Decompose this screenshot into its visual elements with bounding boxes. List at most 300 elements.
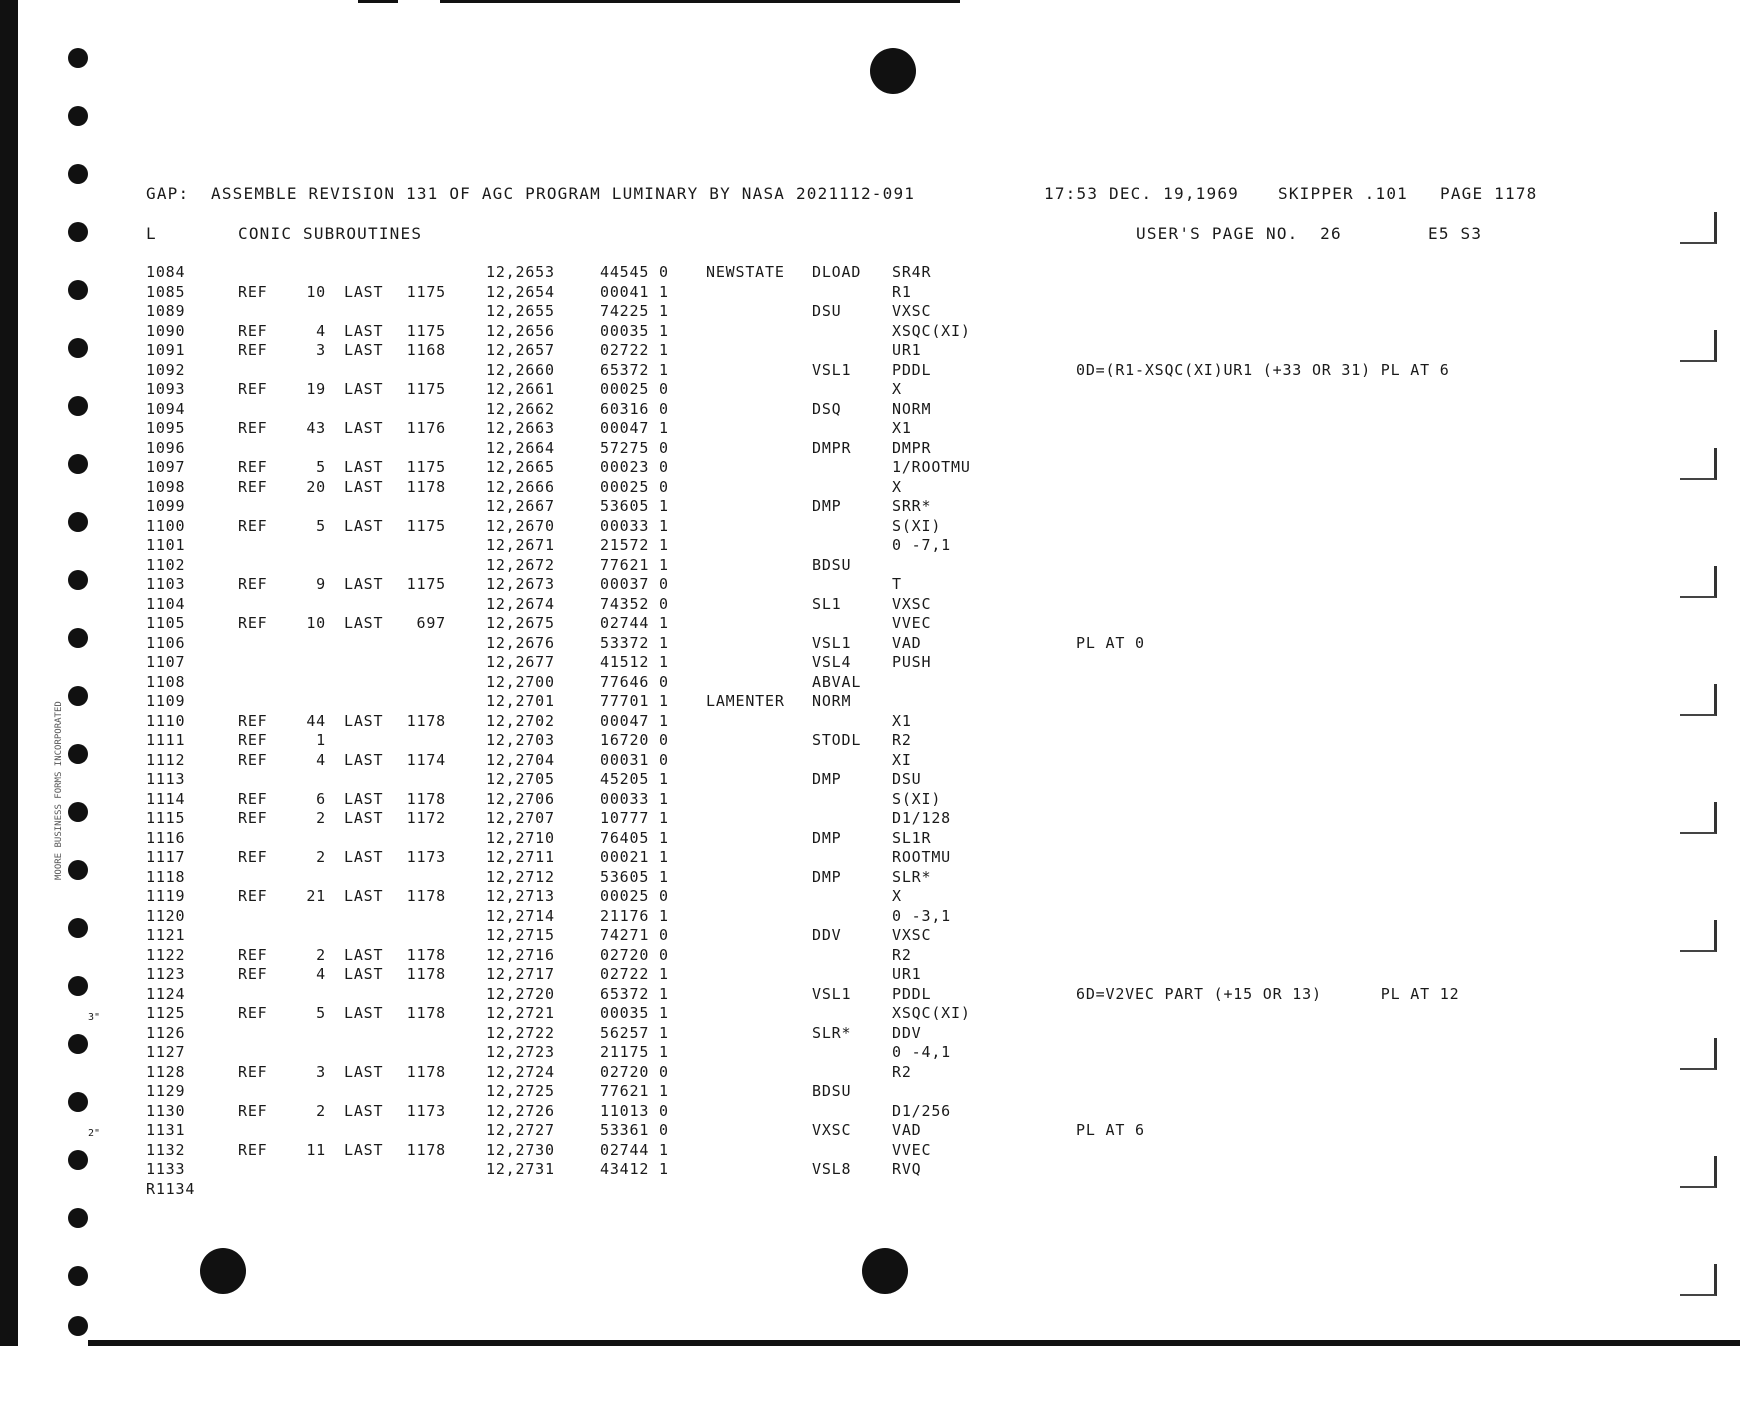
memory-address: 12,2713 xyxy=(486,887,555,905)
feed-hole xyxy=(68,570,88,590)
octal-word: 16720 0 xyxy=(600,731,669,749)
octal-word: 65372 1 xyxy=(600,360,669,379)
listing-row xyxy=(146,438,932,459)
opcode-2: 0 -4,1 xyxy=(892,1043,951,1061)
octal-word: 00041 1 xyxy=(600,282,669,301)
line-number: 1115 xyxy=(146,809,186,827)
last-keyword: LAST xyxy=(344,575,384,593)
ref-keyword: REF xyxy=(238,341,268,359)
listing-row xyxy=(146,789,942,810)
ref-keyword: REF xyxy=(238,575,268,593)
listing-row xyxy=(146,555,852,576)
listing-row xyxy=(146,633,1145,654)
ref-keyword: REF xyxy=(238,731,268,749)
memory-address: 12,2711 xyxy=(486,848,555,866)
octal-word: 02720 0 xyxy=(600,1062,669,1081)
ref-count: 2 xyxy=(316,945,326,964)
feed-hole xyxy=(68,454,88,474)
feed-hole xyxy=(68,1034,88,1054)
listing-row xyxy=(146,419,912,439)
opcode-2: UR1 xyxy=(892,341,922,359)
last-page: 1178 xyxy=(406,887,446,905)
top-rule-short xyxy=(358,0,398,3)
last-page: 1178 xyxy=(406,1140,446,1159)
line-number: 1096 xyxy=(146,438,186,457)
line-number: 1133 xyxy=(146,1160,186,1178)
octal-word: 77701 1 xyxy=(600,692,669,710)
last-page: 1175 xyxy=(406,458,446,476)
last-page: 1175 xyxy=(406,516,446,535)
symbol-label: LAMENTER xyxy=(706,692,785,710)
comment: PL AT 6 xyxy=(1076,1121,1145,1139)
last-keyword: LAST xyxy=(344,614,384,632)
binder-hole-bottom-center xyxy=(862,1248,908,1294)
listing-row xyxy=(146,302,932,322)
line-number: 1112 xyxy=(146,750,186,769)
feed-hole xyxy=(68,512,88,532)
opcode-2: PUSH xyxy=(892,653,932,671)
line-number: 1121 xyxy=(146,926,186,944)
opcode-2: DDV xyxy=(892,1023,922,1042)
opcode-2: PDDL xyxy=(892,984,932,1003)
binder-hole-bottom-left xyxy=(200,1248,246,1294)
listing-row xyxy=(146,1101,951,1122)
octal-word: 00023 0 xyxy=(600,458,669,476)
octal-word: 74352 0 xyxy=(600,594,669,613)
last-keyword: LAST xyxy=(344,1101,384,1120)
binder-hole-top xyxy=(870,48,916,94)
feed-hole xyxy=(68,628,88,648)
listing-row xyxy=(146,341,922,361)
line-number: 1132 xyxy=(146,1140,186,1159)
octal-word: 00025 0 xyxy=(600,380,669,398)
opcode-2: VXSC xyxy=(892,594,932,613)
last-page: 1175 xyxy=(406,575,446,593)
ref-keyword: REF xyxy=(238,965,268,983)
ref-keyword: REF xyxy=(238,321,268,340)
assembly-title: GAP: ASSEMBLE REVISION 131 OF AGC PROGRAM LUMINARY BY NASA 2021112-091 xyxy=(146,184,916,203)
line-number: 1100 xyxy=(146,516,186,535)
opcode-2: VAD xyxy=(892,1121,922,1139)
memory-address: 12,2665 xyxy=(486,458,555,476)
ref-keyword: REF xyxy=(238,1004,268,1022)
last-keyword: LAST xyxy=(344,848,384,866)
opcode-1: VSL1 xyxy=(812,360,852,379)
line-number: 1114 xyxy=(146,789,186,808)
feed-hole xyxy=(68,976,88,996)
octal-word: 53605 1 xyxy=(600,867,669,886)
line-number: 1131 xyxy=(146,1121,186,1139)
ref-keyword: REF xyxy=(238,477,268,496)
listing-row xyxy=(146,263,932,283)
listing-row xyxy=(146,380,902,400)
octal-word: 77646 0 xyxy=(600,672,669,691)
octal-word: 77621 1 xyxy=(600,1082,669,1100)
line-number: 1085 xyxy=(146,282,186,301)
line-number: 1123 xyxy=(146,965,186,983)
opcode-1: VXSC xyxy=(812,1121,852,1139)
line-number: 1127 xyxy=(146,1043,186,1061)
memory-address: 12,2704 xyxy=(486,750,555,769)
octal-word: 76405 1 xyxy=(600,828,669,847)
octal-word: 74271 0 xyxy=(600,926,669,944)
line-number: 1113 xyxy=(146,770,186,788)
memory-address: 12,2664 xyxy=(486,438,555,457)
comment: PL AT 0 xyxy=(1076,633,1145,652)
memory-address: 12,2706 xyxy=(486,789,555,808)
ref-keyword: REF xyxy=(238,516,268,535)
opcode-1: DSU xyxy=(812,302,842,320)
line-number: 1117 xyxy=(146,848,186,866)
last-keyword: LAST xyxy=(344,965,384,983)
line-number: 1101 xyxy=(146,536,186,554)
last-keyword: LAST xyxy=(344,341,384,359)
feed-hole xyxy=(68,860,88,880)
octal-word: 21176 1 xyxy=(600,906,669,925)
memory-address: 12,2716 xyxy=(486,945,555,964)
ref-count: 4 xyxy=(316,965,326,983)
memory-address: 12,2676 xyxy=(486,633,555,652)
octal-word: 00025 0 xyxy=(600,887,669,905)
opcode-2: R2 xyxy=(892,1062,912,1081)
opcode-2: UR1 xyxy=(892,965,922,983)
opcode-1: DMP xyxy=(812,867,842,886)
last-page: 1172 xyxy=(406,809,446,827)
opcode-1: DMP xyxy=(812,497,842,515)
opcode-2: DMPR xyxy=(892,438,932,457)
last-page: 1174 xyxy=(406,750,446,769)
last-keyword: LAST xyxy=(344,1062,384,1081)
memory-address: 12,2710 xyxy=(486,828,555,847)
line-number: 1111 xyxy=(146,731,186,749)
line-number: 1091 xyxy=(146,341,186,359)
ref-count: 44 xyxy=(306,711,326,730)
opcode-2: XSQC(XI) xyxy=(892,1004,971,1022)
opcode-2: R2 xyxy=(892,731,912,749)
ref-keyword: REF xyxy=(238,750,268,769)
octal-word: 02720 0 xyxy=(600,945,669,964)
opcode-2: X xyxy=(892,477,902,496)
feed-hole xyxy=(68,686,88,706)
memory-address: 12,2654 xyxy=(486,282,555,301)
memory-address: 12,2675 xyxy=(486,614,555,632)
last-page: 1178 xyxy=(406,1062,446,1081)
feed-hole xyxy=(68,338,88,358)
octal-word: 02722 1 xyxy=(600,341,669,359)
ref-count: 4 xyxy=(316,750,326,769)
feed-hole xyxy=(68,1208,88,1228)
listing-row xyxy=(146,1140,932,1161)
memory-address: 12,2717 xyxy=(486,965,555,983)
octal-word: 43412 1 xyxy=(600,1160,669,1178)
opcode-2: X1 xyxy=(892,419,912,437)
line-number: 1104 xyxy=(146,594,186,613)
line-number: 1090 xyxy=(146,321,186,340)
listing-row xyxy=(146,614,932,634)
opcode-2: VXSC xyxy=(892,926,932,944)
opcode-2: X xyxy=(892,380,902,398)
listing-row xyxy=(146,458,971,478)
listing-row xyxy=(146,497,932,517)
feed-hole xyxy=(68,48,88,68)
ref-keyword: REF xyxy=(238,458,268,476)
feed-hole xyxy=(68,396,88,416)
ref-keyword: REF xyxy=(238,282,268,301)
octal-word: 56257 1 xyxy=(600,1023,669,1042)
ref-count: 2 xyxy=(316,848,326,866)
opcode-1: DMP xyxy=(812,770,842,788)
opcode-2: T xyxy=(892,575,902,593)
ref-keyword: REF xyxy=(238,711,268,730)
octal-word: 10777 1 xyxy=(600,809,669,827)
assembly-listing xyxy=(146,263,1460,1199)
line-number: 1125 xyxy=(146,1004,186,1022)
octal-word: 00047 1 xyxy=(600,419,669,437)
scan-artifact xyxy=(1680,1038,1717,1070)
memory-address: 12,2722 xyxy=(486,1023,555,1042)
memory-address: 12,2667 xyxy=(486,497,555,515)
feed-hole xyxy=(68,802,88,822)
listing-row xyxy=(146,360,1450,381)
last-page: 1168 xyxy=(406,341,446,359)
ref-count: 3 xyxy=(316,1062,326,1081)
listing-row xyxy=(146,809,951,829)
listing-row xyxy=(146,692,852,712)
memory-address: 12,2663 xyxy=(486,419,555,437)
ref-keyword: REF xyxy=(238,945,268,964)
listing-row xyxy=(146,945,912,966)
octal-word: 00021 1 xyxy=(600,848,669,866)
scan-artifact xyxy=(1680,802,1717,834)
last-page: 1178 xyxy=(406,711,446,730)
line-number: 1119 xyxy=(146,887,186,905)
last-page: 1173 xyxy=(406,1101,446,1120)
line-number: 1130 xyxy=(146,1101,186,1120)
opcode-2: SRR* xyxy=(892,497,932,515)
opcode-2: VVEC xyxy=(892,1140,932,1159)
memory-address: 12,2714 xyxy=(486,906,555,925)
last-keyword: LAST xyxy=(344,1004,384,1022)
opcode-1: VSL4 xyxy=(812,653,852,671)
feed-hole xyxy=(68,280,88,300)
last-keyword: LAST xyxy=(344,321,384,340)
ref-count: 19 xyxy=(306,380,326,398)
memory-address: 12,2726 xyxy=(486,1101,555,1120)
last-page: 1173 xyxy=(406,848,446,866)
octal-word: 00031 0 xyxy=(600,750,669,769)
octal-word: 00037 0 xyxy=(600,575,669,593)
line-number: 1102 xyxy=(146,555,186,574)
ref-count: 20 xyxy=(306,477,326,496)
memory-address: 12,2673 xyxy=(486,575,555,593)
memory-address: 12,2712 xyxy=(486,867,555,886)
opcode-2: 1/ROOTMU xyxy=(892,458,971,476)
last-page: 1176 xyxy=(406,419,446,437)
octal-word: 45205 1 xyxy=(600,770,669,788)
ref-count: 11 xyxy=(306,1140,326,1159)
ref-keyword: REF xyxy=(238,1101,268,1120)
line-number: 1118 xyxy=(146,867,186,886)
feed-hole xyxy=(68,222,88,242)
line-number: 1084 xyxy=(146,263,186,281)
memory-address: 12,2671 xyxy=(486,536,555,554)
users-page-number: USER'S PAGE NO. 26 xyxy=(1136,224,1342,243)
line-number: 1128 xyxy=(146,1062,186,1081)
memory-address: 12,2707 xyxy=(486,809,555,827)
opcode-2: XI xyxy=(892,750,912,769)
last-page: 1178 xyxy=(406,477,446,496)
opcode-1: SL1 xyxy=(812,594,842,613)
line-number: 1092 xyxy=(146,360,186,379)
listing-row xyxy=(146,711,912,732)
listing-row xyxy=(146,848,951,868)
opcode-1: DLOAD xyxy=(812,263,862,281)
last-keyword: LAST xyxy=(344,887,384,905)
comment: 0D=(R1-XSQC(XI)UR1 (+33 OR 31) PL AT 6 xyxy=(1076,360,1450,379)
listing-row xyxy=(146,965,922,985)
opcode-2: XSQC(XI) xyxy=(892,321,971,340)
last-keyword: LAST xyxy=(344,1140,384,1159)
line-number: 1108 xyxy=(146,672,186,691)
ref-count: 6 xyxy=(316,789,326,808)
opcode-2: S(XI) xyxy=(892,516,942,535)
memory-address: 12,2672 xyxy=(486,555,555,574)
memory-address: 12,2723 xyxy=(486,1043,555,1061)
section-title: CONIC SUBROUTINES xyxy=(238,224,423,243)
feed-hole xyxy=(68,918,88,938)
ref-count: 4 xyxy=(316,321,326,340)
octal-word: 00035 1 xyxy=(600,321,669,340)
line-number: 1124 xyxy=(146,984,186,1003)
opcode-2: D1/128 xyxy=(892,809,951,827)
page-number: PAGE 1178 xyxy=(1440,184,1538,203)
octal-word: 02744 1 xyxy=(600,614,669,632)
memory-address: 12,2730 xyxy=(486,1140,555,1159)
feed-hole xyxy=(68,106,88,126)
memory-address: 12,2725 xyxy=(486,1082,555,1100)
opcode-2: S(XI) xyxy=(892,789,942,808)
memory-address: 12,2702 xyxy=(486,711,555,730)
memory-address: 12,2677 xyxy=(486,653,555,671)
feed-hole xyxy=(68,1092,88,1112)
memory-address: 12,2727 xyxy=(486,1121,555,1139)
listing-row xyxy=(146,321,971,342)
ref-count: 21 xyxy=(306,887,326,905)
last-page: 1175 xyxy=(406,282,446,301)
memory-address: 12,2670 xyxy=(486,516,555,535)
opcode-2: X1 xyxy=(892,711,912,730)
octal-word: 65372 1 xyxy=(600,984,669,1003)
memory-address: 12,2701 xyxy=(486,692,555,710)
opcode-2: R2 xyxy=(892,945,912,964)
opcode-2: SR4R xyxy=(892,263,932,281)
line-number: 1103 xyxy=(146,575,186,593)
left-edge-bar xyxy=(0,0,18,1346)
octal-word: 77621 1 xyxy=(600,555,669,574)
last-page: 1175 xyxy=(406,380,446,398)
octal-word: 57275 0 xyxy=(600,438,669,457)
octal-word: 02722 1 xyxy=(600,965,669,983)
last-page: 1178 xyxy=(406,965,446,983)
ref-keyword: REF xyxy=(238,419,268,437)
opcode-2: RVQ xyxy=(892,1160,922,1178)
octal-word: 02744 1 xyxy=(600,1140,669,1159)
listing-row xyxy=(146,731,912,751)
memory-address: 12,2656 xyxy=(486,321,555,340)
octal-word: 00035 1 xyxy=(600,1004,669,1022)
line-number: 1116 xyxy=(146,828,186,847)
octal-word: 00025 0 xyxy=(600,477,669,496)
memory-address: 12,2705 xyxy=(486,770,555,788)
feed-hole xyxy=(68,1266,88,1286)
ref-count: 2 xyxy=(316,809,326,827)
ref-keyword: REF xyxy=(238,1062,268,1081)
line-number: 1099 xyxy=(146,497,186,515)
last-page: 1175 xyxy=(406,321,446,340)
listing-row xyxy=(146,575,902,595)
listing-row xyxy=(146,770,922,790)
opcode-1: ABVAL xyxy=(812,672,862,691)
listing-row xyxy=(146,906,951,927)
scan-artifact xyxy=(1680,684,1717,716)
octal-word: 41512 1 xyxy=(600,653,669,671)
ref-count: 9 xyxy=(316,575,326,593)
listing-row xyxy=(146,1121,1145,1141)
opcode-1: DMPR xyxy=(812,438,852,457)
memory-address: 12,2653 xyxy=(486,263,555,281)
last-keyword: LAST xyxy=(344,945,384,964)
memory-address: 12,2703 xyxy=(486,731,555,749)
opcode-1: VSL1 xyxy=(812,633,852,652)
ref-keyword: REF xyxy=(238,380,268,398)
opcode-1: VSL8 xyxy=(812,1160,852,1178)
listing-row xyxy=(146,1160,922,1180)
opcode-2: VAD xyxy=(892,633,922,652)
opcode-2: 0 -7,1 xyxy=(892,536,951,554)
listing-row xyxy=(146,1062,912,1083)
last-keyword: LAST xyxy=(344,458,384,476)
octal-word: 11013 0 xyxy=(600,1101,669,1120)
octal-word: 00047 1 xyxy=(600,711,669,730)
memory-address: 12,2731 xyxy=(486,1160,555,1178)
last-keyword: LAST xyxy=(344,711,384,730)
memory-address: 12,2700 xyxy=(486,672,555,691)
opcode-1: DDV xyxy=(812,926,842,944)
opcode-2: NORM xyxy=(892,399,932,418)
octal-word: 53361 0 xyxy=(600,1121,669,1139)
ref-count: 5 xyxy=(316,458,326,476)
line-number: 1129 xyxy=(146,1082,186,1100)
octal-word: 44545 0 xyxy=(600,263,669,281)
listing-row xyxy=(146,516,942,537)
opcode-1: NORM xyxy=(812,692,852,710)
line-number: 1120 xyxy=(146,906,186,925)
last-page: 697 xyxy=(416,614,446,632)
line-number: 1110 xyxy=(146,711,186,730)
ref-keyword: REF xyxy=(238,614,268,632)
listing-row xyxy=(146,750,912,771)
feed-hole xyxy=(68,1150,88,1170)
scan-artifact xyxy=(1680,1156,1717,1188)
opcode-1: DMP xyxy=(812,828,842,847)
opcode-2: DSU xyxy=(892,770,922,788)
listing-row xyxy=(146,536,951,556)
listing-row xyxy=(146,594,932,615)
line-number: 1105 xyxy=(146,614,186,632)
feed-hole xyxy=(68,164,88,184)
listing-row xyxy=(146,1180,205,1200)
margin-mark-3: 3" xyxy=(88,1012,101,1023)
